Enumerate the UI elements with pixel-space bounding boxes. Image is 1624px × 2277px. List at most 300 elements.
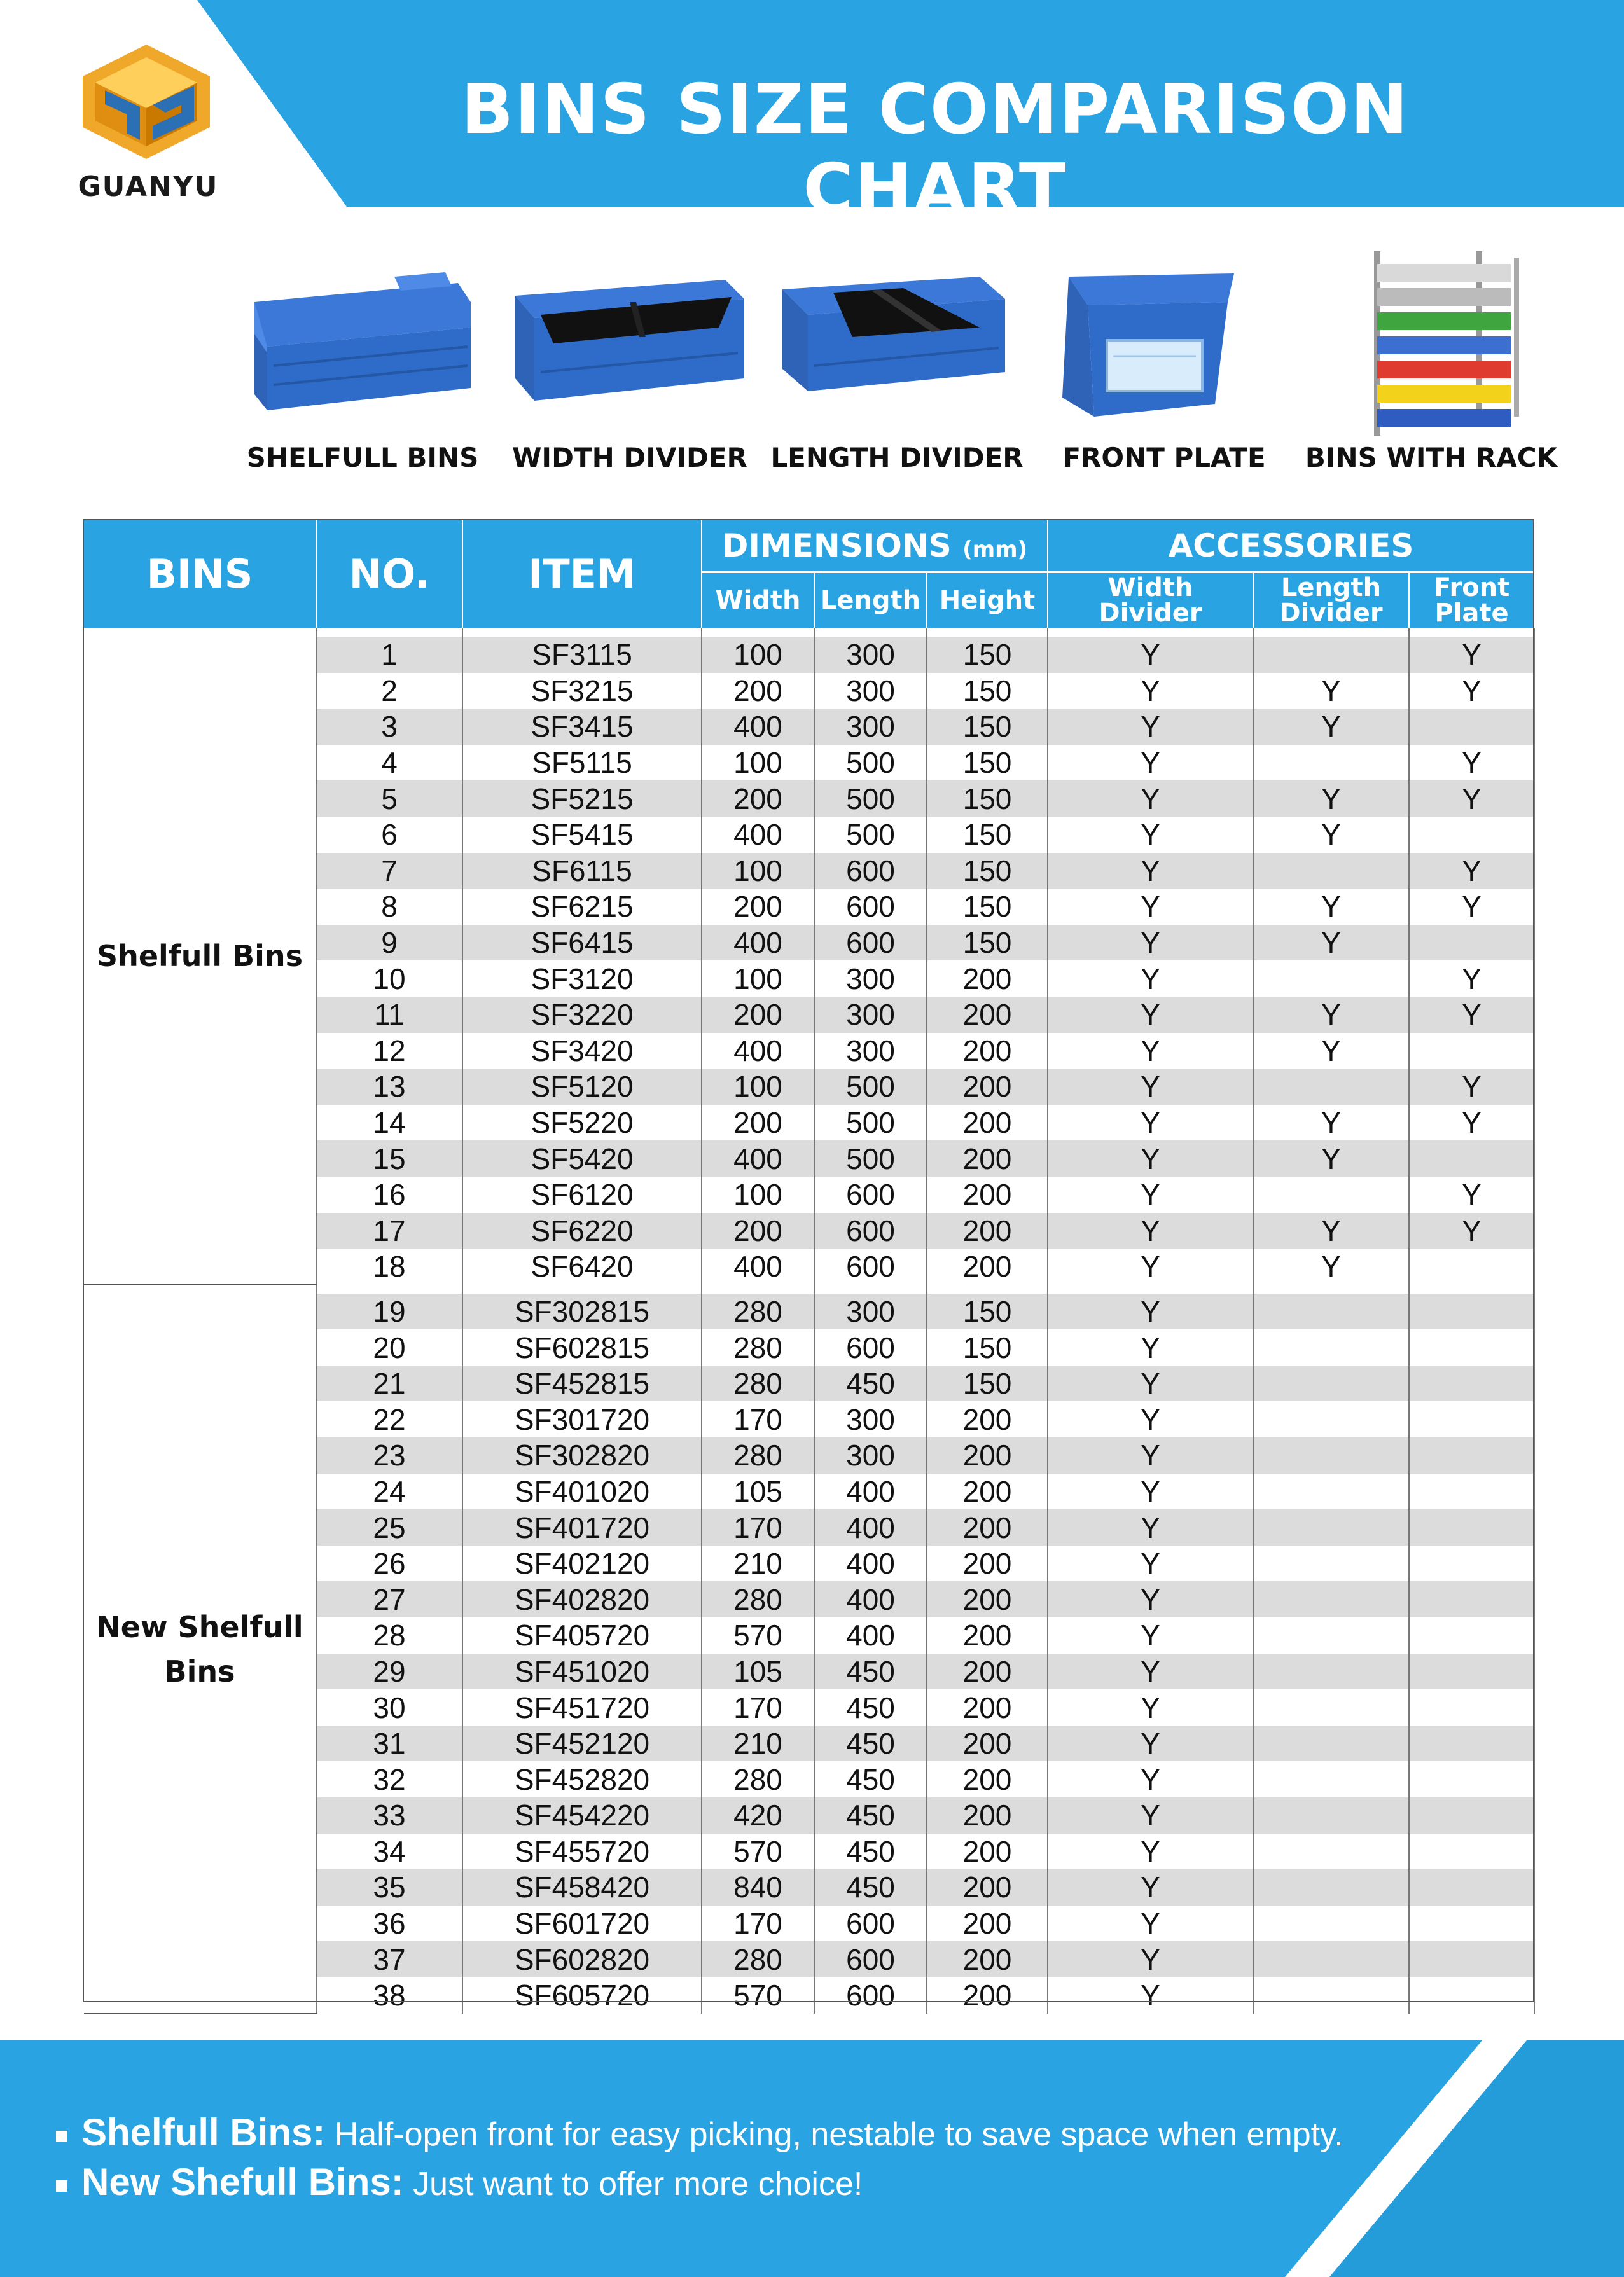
table-cell	[1409, 1033, 1534, 1069]
table-cell: 200	[927, 1249, 1048, 1285]
table-cell	[1253, 1474, 1409, 1510]
table-cell: SF454220	[462, 1797, 702, 1834]
table-cell: Y	[1253, 997, 1409, 1033]
table-cell: Y	[1409, 1177, 1534, 1213]
table-cell	[1253, 1797, 1409, 1834]
table-cell: 400	[702, 1140, 814, 1177]
table-cell	[1253, 1761, 1409, 1797]
table-cell: 170	[702, 1509, 814, 1546]
table-cell	[1253, 745, 1409, 781]
brand-name: GUANYU	[78, 170, 219, 203]
table-cell: 6	[316, 817, 462, 853]
table-cell: 600	[814, 1941, 927, 1977]
table-cell: 37	[316, 1941, 462, 1977]
table-cell: Y	[1048, 1509, 1253, 1546]
table-cell	[1253, 1726, 1409, 1762]
table-cell: Y	[1409, 997, 1534, 1033]
table-cell	[1253, 853, 1409, 889]
table-cell: SF302815	[462, 1294, 702, 1330]
table-cell	[1409, 1689, 1534, 1726]
table-cell: Y	[1048, 925, 1253, 961]
product-label: SHELFULL BINS	[246, 442, 479, 473]
table-cell: Y	[1253, 817, 1409, 853]
table-cell: 600	[814, 925, 927, 961]
header-dimensions-unit: (mm)	[962, 537, 1028, 562]
header-no: NO.	[316, 520, 462, 628]
table-cell: 400	[814, 1581, 927, 1617]
table-cell: 150	[927, 637, 1048, 673]
table-cell	[1253, 1294, 1409, 1330]
table-cell: 570	[702, 1834, 814, 1870]
table-cell: 10	[316, 960, 462, 997]
table-cell: 280	[702, 1366, 814, 1402]
table-cell: 450	[814, 1761, 927, 1797]
table-cell	[1253, 1941, 1409, 1977]
table-cell: 450	[814, 1366, 927, 1402]
table-cell: 29	[316, 1654, 462, 1690]
table-cell: 500	[814, 1069, 927, 1105]
table-cell: SF5115	[462, 745, 702, 781]
table-cell	[1253, 1617, 1409, 1654]
table-cell: Y	[1048, 1437, 1253, 1474]
table-cell: Y	[1048, 1213, 1253, 1249]
table-cell: SF3420	[462, 1033, 702, 1069]
table-cell: 150	[927, 1366, 1048, 1402]
bins-table	[84, 520, 1535, 2014]
table-cell: Y	[1048, 1294, 1253, 1330]
spacer-cell	[462, 628, 702, 637]
table-cell: Y	[1048, 1761, 1253, 1797]
table-cell: SF455720	[462, 1834, 702, 1870]
table-cell: 400	[814, 1546, 927, 1582]
table-cell: SF6220	[462, 1213, 702, 1249]
table-cell	[1409, 1509, 1534, 1546]
table-cell: Y	[1253, 1249, 1409, 1285]
table-cell	[1253, 1581, 1409, 1617]
table-cell	[1253, 1437, 1409, 1474]
bullet-icon	[56, 2180, 67, 2192]
table-cell: SF451720	[462, 1689, 702, 1726]
table-cell: Y	[1048, 1977, 1253, 2014]
table-cell: 200	[702, 780, 814, 817]
table-cell: 400	[814, 1509, 927, 1546]
table-cell: 200	[927, 960, 1048, 997]
table-cell	[1253, 1654, 1409, 1690]
table-cell: SF402820	[462, 1581, 702, 1617]
table-cell: 280	[702, 1437, 814, 1474]
note-text: Just want to offer more choice!	[413, 2166, 863, 2203]
table-cell: 105	[702, 1654, 814, 1690]
table-cell: SF402120	[462, 1546, 702, 1582]
table-cell	[1409, 1401, 1534, 1437]
table-cell: 450	[814, 1869, 927, 1906]
table-cell: 600	[814, 1329, 927, 1366]
table-cell: 100	[702, 1177, 814, 1213]
spacer-cell	[316, 628, 462, 637]
table-cell	[1409, 1617, 1534, 1654]
table-cell: 300	[814, 1401, 927, 1437]
table-cell: 200	[927, 1797, 1048, 1834]
table-cell: Y	[1409, 1105, 1534, 1141]
table-cell: SF6415	[462, 925, 702, 961]
product-length-divider	[770, 251, 1024, 487]
table-cell: Y	[1048, 1033, 1253, 1069]
spacer-cell	[1253, 628, 1409, 637]
table-cell: 600	[814, 1177, 927, 1213]
group-label: New Shelfull Bins	[84, 1285, 316, 2014]
table-cell: 300	[814, 997, 927, 1033]
table-cell: 400	[702, 925, 814, 961]
table-cell: Y	[1048, 853, 1253, 889]
table-cell: SF5220	[462, 1105, 702, 1141]
table-cell: 150	[927, 925, 1048, 961]
table-cell	[1253, 1546, 1409, 1582]
table-cell: Y	[1409, 780, 1534, 817]
table-cell: Y	[1048, 709, 1253, 745]
table-cell: 280	[702, 1581, 814, 1617]
table-cell: SF605720	[462, 1977, 702, 2014]
header-accessories: ACCESSORIES	[1048, 520, 1534, 572]
table-cell: 150	[927, 1294, 1048, 1330]
table-cell	[1409, 1797, 1534, 1834]
table-cell: 30	[316, 1689, 462, 1726]
table-cell: Y	[1409, 745, 1534, 781]
table-cell: 200	[927, 1401, 1048, 1437]
table-cell	[1409, 1581, 1534, 1617]
table-cell: 35	[316, 1869, 462, 1906]
spacer-cell	[927, 628, 1048, 637]
table-cell: 19	[316, 1294, 462, 1330]
table-cell: Y	[1409, 1069, 1534, 1105]
table-cell: 200	[927, 1033, 1048, 1069]
table-cell: Y	[1048, 1105, 1253, 1141]
table-cell: 200	[927, 1546, 1048, 1582]
table-cell: 450	[814, 1654, 927, 1690]
table-cell	[1409, 1726, 1534, 1762]
table-cell: Y	[1048, 1069, 1253, 1105]
table-cell	[1409, 1761, 1534, 1797]
table-cell: Y	[1409, 889, 1534, 925]
table-cell: 150	[927, 1329, 1048, 1366]
table-cell: 32	[316, 1761, 462, 1797]
table-cell: 9	[316, 925, 462, 961]
shelf-bin-icon	[242, 251, 483, 423]
note-shelfull	[56, 2110, 1343, 2154]
table-cell	[1409, 1906, 1534, 1942]
table-cell: 5	[316, 780, 462, 817]
table-cell: Y	[1048, 1329, 1253, 1366]
table-cell: 14	[316, 1105, 462, 1141]
table-cell: 200	[927, 1069, 1048, 1105]
table-cell: SF3415	[462, 709, 702, 745]
table-cell: SF401720	[462, 1509, 702, 1546]
spacer-cell	[927, 1285, 1048, 1294]
table-cell: 450	[814, 1726, 927, 1762]
table-cell: Y	[1048, 1581, 1253, 1617]
table-cell: 300	[814, 673, 927, 709]
table-cell: Y	[1048, 1401, 1253, 1437]
table-cell: 4	[316, 745, 462, 781]
table-cell: 200	[927, 1654, 1048, 1690]
footer-notes	[0, 2040, 1624, 2277]
table-cell: 18	[316, 1249, 462, 1285]
table-cell: Y	[1253, 1213, 1409, 1249]
group-label: Shelfull Bins	[84, 628, 316, 1285]
table-cell: 400	[814, 1474, 927, 1510]
table-cell: 200	[927, 1834, 1048, 1870]
table-cell: 38	[316, 1977, 462, 2014]
table-cell	[1253, 1869, 1409, 1906]
bin-rack-icon	[1310, 251, 1552, 436]
table-cell: Y	[1048, 1834, 1253, 1870]
table-cell: Y	[1253, 1140, 1409, 1177]
table-cell: Y	[1253, 673, 1409, 709]
table-cell: 500	[814, 780, 927, 817]
spacer-cell	[1048, 628, 1253, 637]
table-cell: 200	[927, 1581, 1048, 1617]
table-cell	[1409, 1546, 1534, 1582]
table-cell	[1253, 1906, 1409, 1942]
table-cell: Y	[1048, 960, 1253, 997]
table-cell: Y	[1409, 853, 1534, 889]
table-cell: 200	[927, 1105, 1048, 1141]
note-new-shelfull	[56, 2160, 863, 2204]
table-cell: 840	[702, 1869, 814, 1906]
table-cell: 300	[814, 1033, 927, 1069]
table-cell: 150	[927, 853, 1048, 889]
table-cell: 200	[702, 1213, 814, 1249]
spacer-cell	[1409, 628, 1534, 637]
header-dimensions: DIMENSIONS (mm)	[702, 520, 1048, 572]
table-cell	[1253, 1401, 1409, 1437]
table-cell: 450	[814, 1834, 927, 1870]
table-cell: 280	[702, 1761, 814, 1797]
table-cell: Y	[1048, 1906, 1253, 1942]
spacer-cell	[316, 1285, 462, 1294]
table-cell: 200	[927, 1726, 1048, 1762]
table-cell: 500	[814, 1105, 927, 1141]
table-cell: 3	[316, 709, 462, 745]
table-cell	[1409, 1329, 1534, 1366]
header-length: Length	[814, 572, 927, 628]
note-term: New Shefull Bins:	[81, 2161, 404, 2203]
table-cell	[1409, 1294, 1534, 1330]
table-cell: 200	[702, 889, 814, 925]
table-cell	[1253, 637, 1409, 673]
table-cell: Y	[1048, 817, 1253, 853]
table-cell: Y	[1048, 1689, 1253, 1726]
table-cell: 17	[316, 1213, 462, 1249]
table-cell: SF452820	[462, 1761, 702, 1797]
table-cell: 16	[316, 1177, 462, 1213]
table-cell: 28	[316, 1617, 462, 1654]
table-cell	[1409, 1834, 1534, 1870]
table-cell: 150	[927, 817, 1048, 853]
table-cell: SF401020	[462, 1474, 702, 1510]
table-cell	[1409, 1437, 1534, 1474]
product-front-plate	[1043, 251, 1285, 487]
table-cell: 570	[702, 1977, 814, 2014]
table-cell: Y	[1048, 1366, 1253, 1402]
table-cell	[1253, 1689, 1409, 1726]
table-cell: 200	[927, 1689, 1048, 1726]
table-cell: 100	[702, 745, 814, 781]
table-cell: 22	[316, 1401, 462, 1437]
table-cell: 150	[927, 745, 1048, 781]
table-cell: Y	[1048, 745, 1253, 781]
table-cell	[1409, 1366, 1534, 1402]
table-cell: 150	[927, 780, 1048, 817]
table-cell: 200	[927, 1437, 1048, 1474]
table-cell: 2	[316, 673, 462, 709]
table-cell: Y	[1048, 1726, 1253, 1762]
table-cell: 300	[814, 709, 927, 745]
header-front-plate: Front Plate	[1409, 572, 1534, 628]
spacer-cell	[1253, 1285, 1409, 1294]
table-cell: 200	[702, 997, 814, 1033]
table-cell: Y	[1048, 997, 1253, 1033]
table-cell: 150	[927, 709, 1048, 745]
table-cell: 11	[316, 997, 462, 1033]
product-label: WIDTH DIVIDER	[512, 442, 747, 473]
table-cell: 36	[316, 1906, 462, 1942]
table-cell	[1253, 1329, 1409, 1366]
table-cell: 400	[702, 709, 814, 745]
table-cell: 300	[814, 1437, 927, 1474]
table-cell: Y	[1048, 1869, 1253, 1906]
table-cell: 15	[316, 1140, 462, 1177]
table-cell	[1409, 1474, 1534, 1510]
spacer-cell	[814, 628, 927, 637]
table-cell: 400	[814, 1617, 927, 1654]
table-cell: Y	[1048, 673, 1253, 709]
table-cell: Y	[1048, 1249, 1253, 1285]
table-cell: SF5415	[462, 817, 702, 853]
table-cell: 570	[702, 1617, 814, 1654]
table-cell: 100	[702, 853, 814, 889]
table-cell: 200	[702, 1105, 814, 1141]
table-cell: SF6215	[462, 889, 702, 925]
table-cell: 100	[702, 960, 814, 997]
table-cell: 300	[814, 637, 927, 673]
table-cell: 33	[316, 1797, 462, 1834]
table-cell: 200	[702, 673, 814, 709]
table-cell: 450	[814, 1797, 927, 1834]
table-cell: 600	[814, 1977, 927, 2014]
table-cell: SF3215	[462, 673, 702, 709]
header-height: Height	[927, 572, 1048, 628]
header-length-divider: Length Divider	[1253, 572, 1409, 628]
table-cell: 600	[814, 853, 927, 889]
table-cell: Y	[1409, 673, 1534, 709]
length-divider-bin-icon	[776, 251, 1018, 423]
table-cell: 400	[702, 817, 814, 853]
header-item: ITEM	[462, 520, 702, 628]
note-term: Shelfull Bins:	[81, 2111, 326, 2154]
table-cell: 280	[702, 1294, 814, 1330]
table-cell: SF5420	[462, 1140, 702, 1177]
table-cell	[1409, 925, 1534, 961]
table-cell: 7	[316, 853, 462, 889]
table-cell: 150	[927, 889, 1048, 925]
table-cell: 210	[702, 1726, 814, 1762]
product-bins-with-rack	[1305, 251, 1558, 487]
table-cell	[1409, 1654, 1534, 1690]
table-cell: 170	[702, 1689, 814, 1726]
table-cell: 200	[927, 1213, 1048, 1249]
table-cell	[1253, 1069, 1409, 1105]
table-cell: SF458420	[462, 1869, 702, 1906]
header-width-divider: Width Divider	[1048, 572, 1253, 628]
table-cell: 400	[702, 1033, 814, 1069]
table-cell: SF302820	[462, 1437, 702, 1474]
table-cell: 105	[702, 1474, 814, 1510]
table-cell: 600	[814, 1249, 927, 1285]
table-cell: 21	[316, 1366, 462, 1402]
table-cell: 100	[702, 637, 814, 673]
header-width: Width	[702, 572, 814, 628]
table-cell: Y	[1048, 780, 1253, 817]
table-cell	[1253, 1177, 1409, 1213]
spacer-cell	[702, 1285, 814, 1294]
table-cell: Y	[1048, 1177, 1253, 1213]
table-cell	[1409, 709, 1534, 745]
spacer-cell	[814, 1285, 927, 1294]
table-cell: Y	[1253, 1033, 1409, 1069]
table-cell: 31	[316, 1726, 462, 1762]
table-cell	[1253, 1509, 1409, 1546]
table-cell: SF3220	[462, 997, 702, 1033]
table-cell	[1253, 1834, 1409, 1870]
table-cell	[1409, 1140, 1534, 1177]
product-label: BINS WITH RACK	[1305, 442, 1558, 473]
table-cell: 24	[316, 1474, 462, 1510]
table-cell: SF6420	[462, 1249, 702, 1285]
table-cell: Y	[1253, 889, 1409, 925]
table-cell: 600	[814, 1906, 927, 1942]
table-cell: 25	[316, 1509, 462, 1546]
table-cell: Y	[1048, 1797, 1253, 1834]
table-cell: Y	[1409, 1213, 1534, 1249]
guanyu-logo	[76, 45, 216, 159]
table-cell: Y	[1409, 960, 1534, 997]
product-strip	[242, 251, 1558, 487]
table-cell: Y	[1048, 1140, 1253, 1177]
table-cell	[1409, 1249, 1534, 1285]
table-cell: SF3120	[462, 960, 702, 997]
table-cell: SF451020	[462, 1654, 702, 1690]
table-cell: SF601720	[462, 1906, 702, 1942]
table-cell	[1409, 1941, 1534, 1977]
table-cell: 20	[316, 1329, 462, 1366]
table-cell	[1253, 1366, 1409, 1402]
header-bins: BINS	[84, 520, 316, 628]
table-cell: 300	[814, 960, 927, 997]
table-cell: 170	[702, 1906, 814, 1942]
front-plate-bin-icon	[1043, 251, 1285, 423]
table-cell: SF5215	[462, 780, 702, 817]
table-body	[84, 628, 1534, 2014]
table-cell: SF452815	[462, 1366, 702, 1402]
table-cell: Y	[1048, 1654, 1253, 1690]
table-cell: Y	[1253, 1105, 1409, 1141]
table-cell: 200	[927, 1869, 1048, 1906]
table-cell: 210	[702, 1546, 814, 1582]
table-cell: 200	[927, 1941, 1048, 1977]
table-cell: 280	[702, 1941, 814, 1977]
table-cell	[1409, 1869, 1534, 1906]
table-cell: 8	[316, 889, 462, 925]
